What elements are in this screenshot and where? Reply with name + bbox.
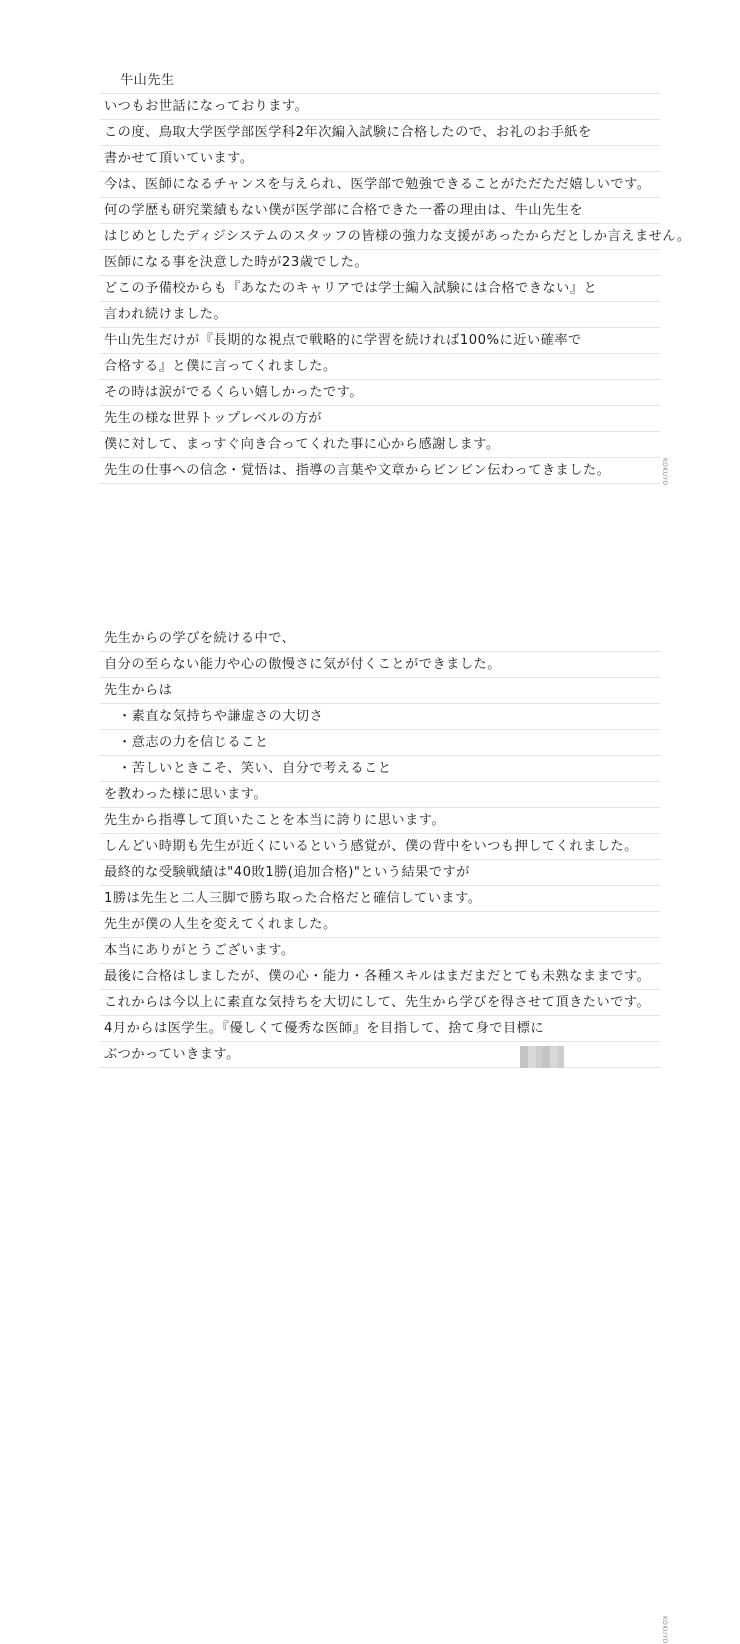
text-line: 本当にありがとうございます。 — [100, 938, 660, 964]
letter-page-1 — [0, 0, 740, 520]
text-line: 今は、医師になるチャンスを与えられ、医学部で勉強できることがただただ嬉しいです。 — [100, 172, 660, 198]
bullet-item: ・苦しいときこそ、笑い、自分で考えること — [100, 756, 660, 782]
text-line: を教わった様に思います。 — [100, 782, 660, 808]
text-line: 先生の仕事への信念・覚悟は、指導の言葉や文章からビンビン伝わってきました。 — [100, 458, 660, 484]
text-line: これからは今以上に素直な気持ちを大切にして、先生から学びを得させて頂きたいです。 — [100, 990, 660, 1016]
text-line: 自分の至らない能力や心の傲慢さに気が付くことができました。 — [100, 652, 660, 678]
text-line: 合格する』と僕に言ってくれました。 — [100, 354, 660, 380]
text-line: 医師になる事を決意した時が23歳でした。 — [100, 250, 660, 276]
text-line: いつもお世話になっております。 — [100, 94, 660, 120]
text-line: 最後に合格はしましたが、僕の心・能力・各種スキルはまだまだとても未熟なままです。 — [100, 964, 660, 990]
text-line: 先生の様な世界トップレベルの方が — [100, 406, 660, 432]
text-line: ぶつかっていきます。 — [100, 1042, 660, 1068]
salutation-line: 牛山先生 — [100, 68, 660, 94]
text-line: 先生からは — [100, 678, 660, 704]
text-line: はじめとしたディジシステムのスタッフの皆様の強力な支援があったからだとしか言えません。 — [100, 224, 660, 250]
paper-brand-mark: KOKUYO — [661, 1616, 668, 1644]
text-line: 1勝は先生と二人三脚で勝ち取った合格だと確信しています。 — [100, 886, 660, 912]
text-line: どこの予備校からも『あなたのキャリアでは学士編入試験には合格できない』と — [100, 276, 660, 302]
text-line: 牛山先生だけが『長期的な視点で戦略的に学習を続ければ100%に近い確率で — [100, 328, 660, 354]
text-line: この度、鳥取大学医学部医学科2年次編入試験に合格したので、お礼のお手紙を — [100, 120, 660, 146]
redacted-signature-block — [520, 1046, 564, 1068]
text-line: 言われ続けました。 — [100, 302, 660, 328]
text-line: 4月からは医学生。『優しくて優秀な医師』を目指して、捨て身で目標に — [100, 1016, 660, 1042]
text-line: 何の学歴も研究業績もない僕が医学部に合格できた一番の理由は、牛山先生を — [100, 198, 660, 224]
text-line: 先生からの学びを続ける中で、 — [100, 626, 660, 652]
text-line: 先生が僕の人生を変えてくれました。 — [100, 912, 660, 938]
text-line: しんどい時期も先生が近くにいるという感覚が、僕の背中をいつも押してくれました。 — [100, 834, 660, 860]
bullet-item: ・意志の力を信じること — [100, 730, 660, 756]
text-line: 先生から指導して頂いたことを本当に誇りに思います。 — [100, 808, 660, 834]
text-line: 書かせて頂いています。 — [100, 146, 660, 172]
text-line: 最終的な受験戦績は"40敗1勝(追加合格)"という結果ですが — [100, 860, 660, 886]
text-line: 僕に対して、まっすぐ向き合ってくれた事に心から感謝します。 — [100, 432, 660, 458]
text-line: その時は涙がでるくらい嬉しかったです。 — [100, 380, 660, 406]
handwritten-text-block-2 — [100, 626, 660, 1068]
paper-brand-mark: KOKUYO — [661, 458, 668, 486]
bullet-item: ・素直な気持ちや謙虚さの大切さ — [100, 704, 660, 730]
